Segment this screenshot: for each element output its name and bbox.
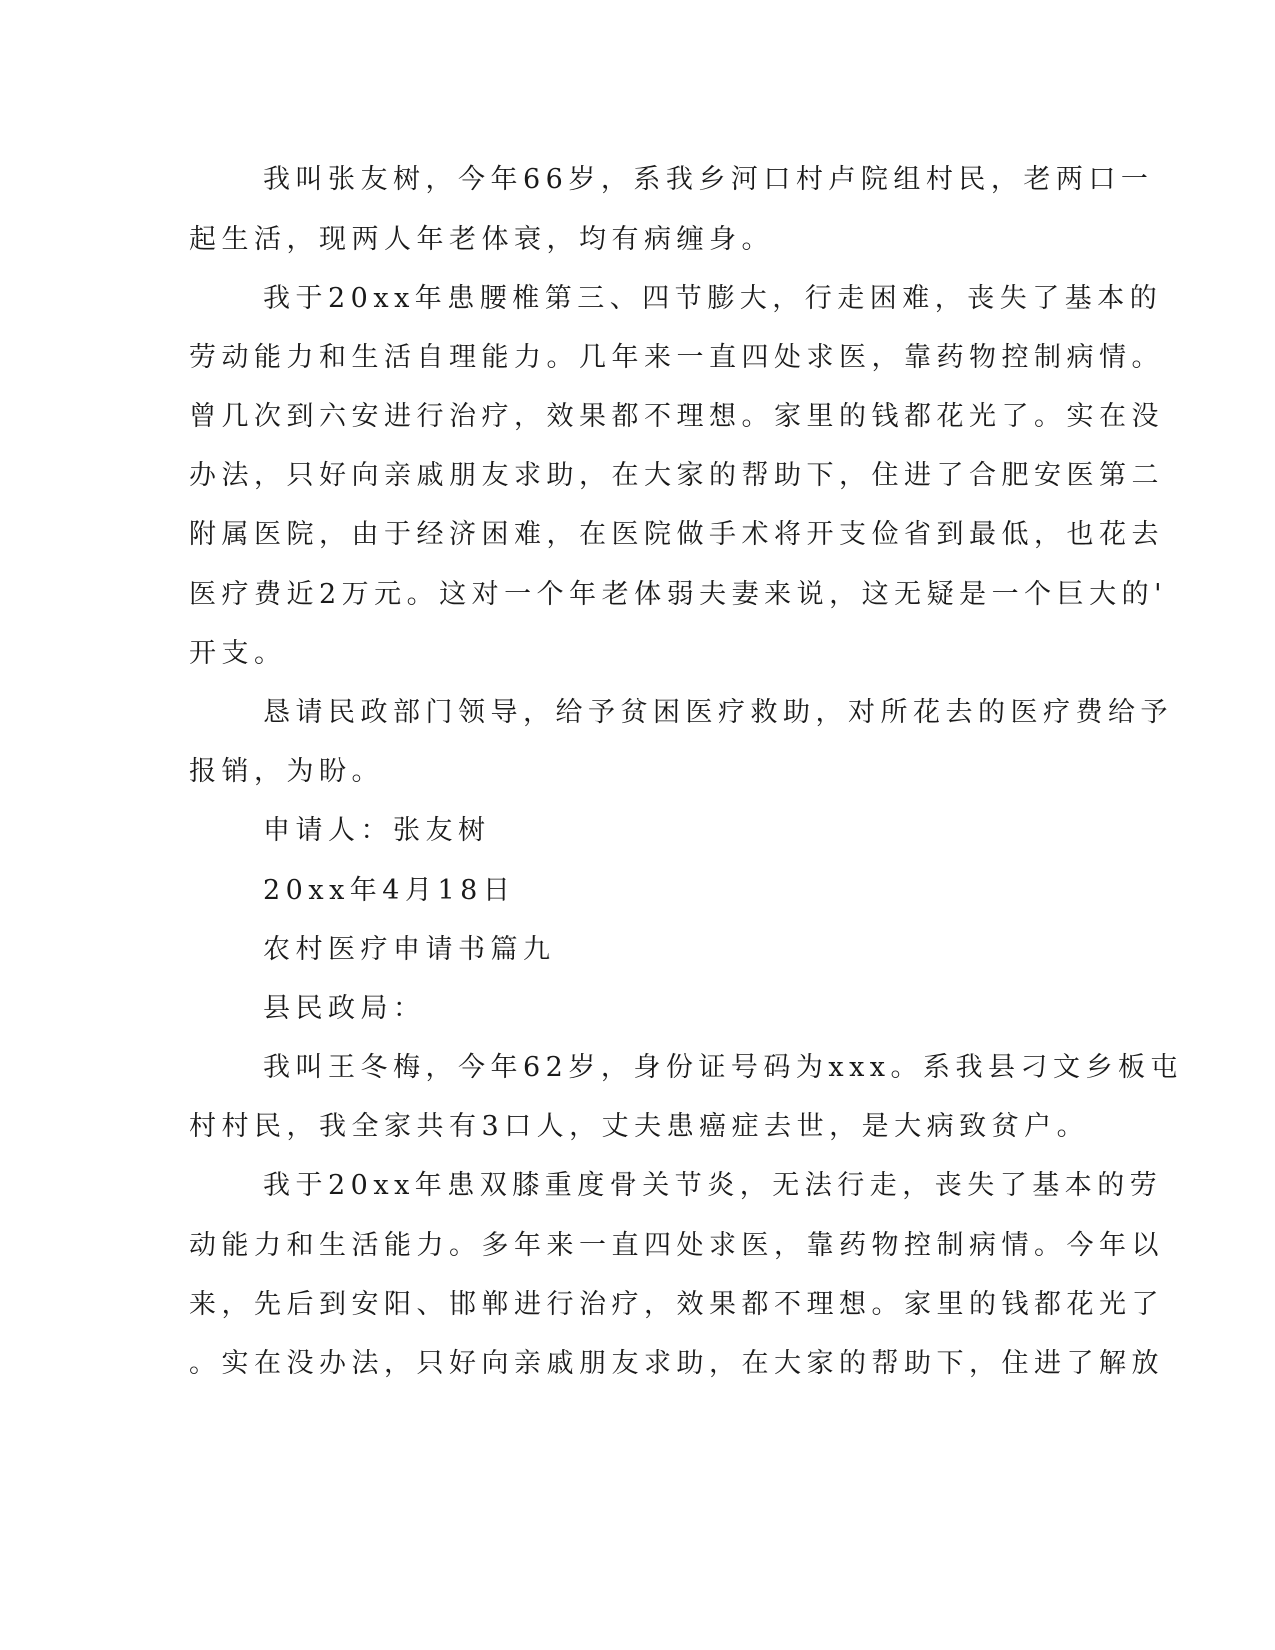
paragraph-line: 曾几次到六安进行治疗，效果都不理想。家里的钱都花光了。实在没 bbox=[189, 401, 1164, 432]
paragraph-line: 恳请民政部门领导，给予贫困医疗救助，对所花去的医疗费给予 bbox=[263, 697, 1173, 728]
paragraph-line: 报销，为盼。 bbox=[189, 756, 384, 787]
paragraph-line: 劳动能力和生活自理能力。几年来一直四处求医，靠药物控制病情。 bbox=[189, 342, 1164, 373]
paragraph-line: 我于20xx年患腰椎第三、四节膨大，行走困难，丧失了基本的 bbox=[263, 283, 1163, 314]
section-title: 农村医疗申请书篇九 bbox=[263, 934, 556, 965]
paragraph-line: 附属医院，由于经济困难，在医院做手术将开支俭省到最低，也花去 bbox=[189, 519, 1164, 550]
paragraph-line: 办法，只好向亲戚朋友求助，在大家的帮助下，住进了合肥安医第二 bbox=[189, 460, 1164, 491]
paragraph-line: 我于20xx年患双膝重度骨关节炎，无法行走，丧失了基本的劳 bbox=[263, 1170, 1163, 1201]
paragraph-line: 我叫王冬梅，今年62岁，身份证号码为xxx。系我县刁文乡板屯 bbox=[263, 1052, 1184, 1083]
paragraph-line: 村村民，我全家共有3口人，丈夫患癌症去世，是大病致贫户。 bbox=[189, 1111, 1090, 1142]
salutation: 县民政局： bbox=[263, 993, 426, 1024]
paragraph-line: 我叫张友树，今年66岁，系我乡河口村卢院组村民，老两口一 bbox=[263, 164, 1154, 195]
paragraph-line: 医疗费近2万元。这对一个年老体弱夫妻来说，这无疑是一个巨大的' bbox=[189, 579, 1168, 610]
paragraph-line: 开支。 bbox=[189, 638, 287, 669]
applicant-signature: 申请人：张友树 bbox=[263, 815, 491, 846]
paragraph-line: 动能力和生活能力。多年来一直四处求医，靠药物控制病情。今年以 bbox=[189, 1230, 1164, 1261]
paragraph-line: 起生活，现两人年老体衰，均有病缠身。 bbox=[189, 224, 774, 255]
paragraph-line: 来，先后到安阳、邯郸进行治疗，效果都不理想。家里的钱都花光了 bbox=[189, 1289, 1164, 1320]
paragraph-line: 。实在没办法，只好向亲戚朋友求助，在大家的帮助下，住进了解放 bbox=[189, 1348, 1164, 1379]
date-line: 20xx年4月18日 bbox=[263, 875, 516, 906]
